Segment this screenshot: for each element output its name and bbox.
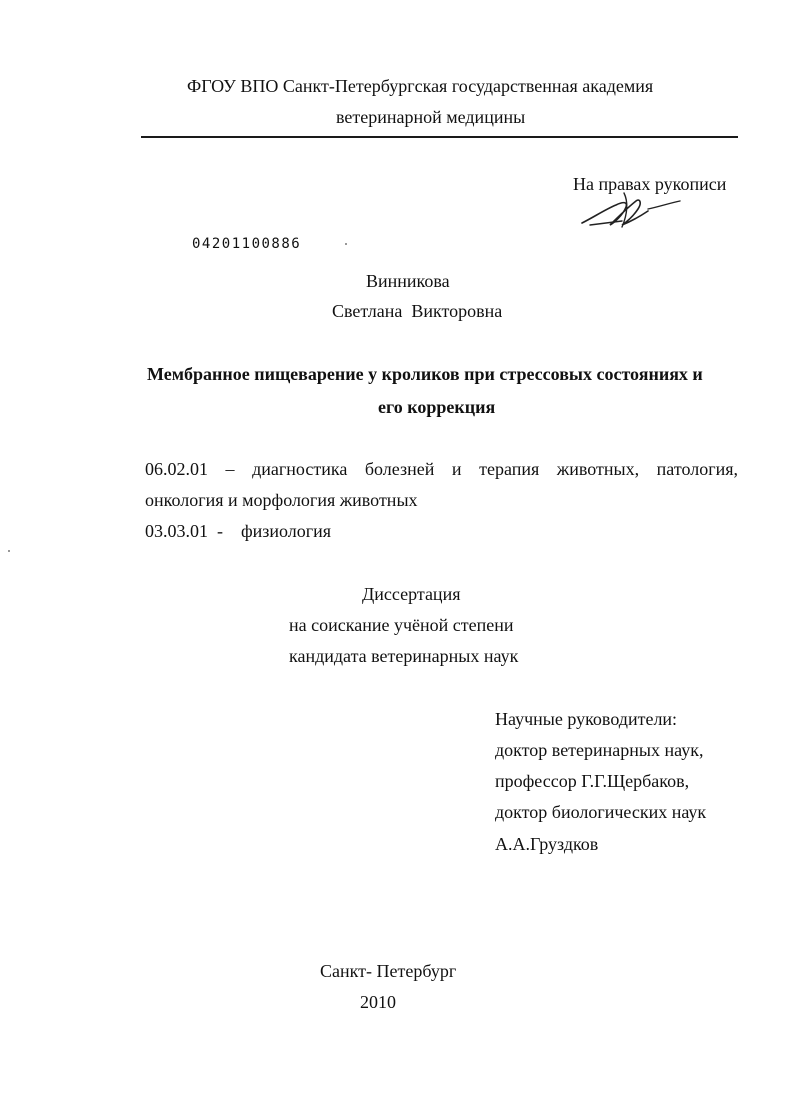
supervisor-line-2: профессор Г.Г.Щербаков,	[495, 771, 690, 791]
speck-mark	[345, 243, 347, 245]
institution-line-2: ветеринарной медицины	[336, 107, 526, 127]
header-divider	[141, 136, 738, 138]
degree-line-1: Диссертация	[362, 584, 461, 604]
signature-icon	[576, 187, 686, 233]
degree-line-2: на соискание учёной степени	[289, 615, 514, 635]
author-name: Светлана Викторовна	[332, 301, 503, 321]
specialty-1-line-2: онкология и морфология животных	[145, 490, 418, 510]
specialty-1-line-1: 06.02.01 – диагностика болезней и терапия животных, патология,	[145, 459, 738, 479]
supervisor-line-3: доктор биологических наук	[495, 802, 707, 822]
specialty-2-name: физиология	[241, 521, 332, 541]
author-surname: Винникова	[366, 271, 450, 291]
dissertation-title-line-1: Мембранное пищеварение у кроликов при стрессовых состояниях и	[147, 364, 703, 384]
supervisor-line-1: доктор ветеринарных наук,	[495, 740, 704, 760]
catalog-number: 04201100886	[192, 236, 302, 252]
manuscript-note: На правах рукописи	[573, 174, 727, 194]
footer-year: 2010	[360, 992, 396, 1012]
specialty-2-code: 03.03.01 -	[145, 521, 223, 541]
speck-mark	[8, 550, 10, 552]
dissertation-title-line-2: его коррекция	[378, 397, 496, 417]
institution-line-1: ФГОУ ВПО Санкт-Петербургская государственная академия	[187, 76, 654, 96]
degree-line-3: кандидата ветеринарных наук	[289, 646, 519, 666]
footer-city: Санкт- Петербург	[320, 961, 457, 981]
supervisors-heading: Научные руководители:	[495, 709, 678, 729]
supervisor-line-4: А.А.Груздков	[495, 834, 599, 854]
